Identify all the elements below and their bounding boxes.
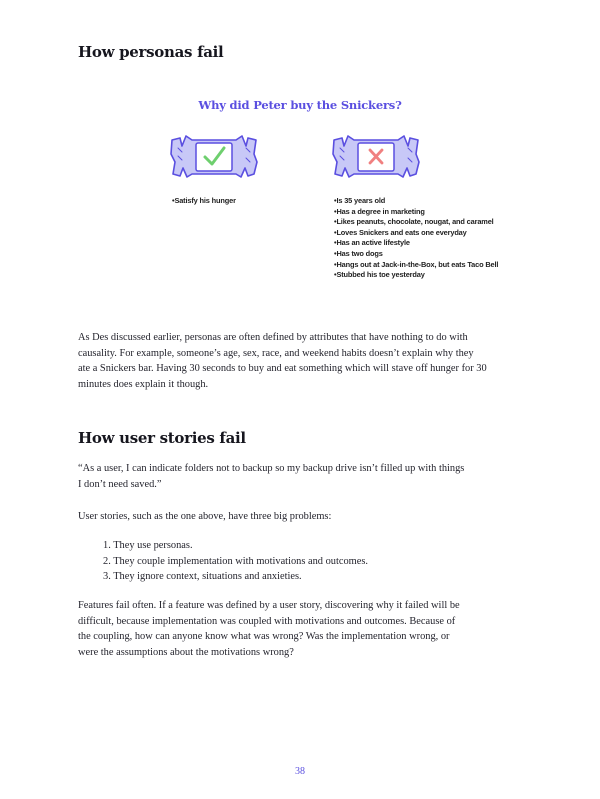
quote-line: I don’t need saved.” xyxy=(78,478,162,490)
list-item: • Loves Snickers and eats one everyday xyxy=(334,228,498,239)
candy-bar-check-illustration xyxy=(168,132,260,182)
paragraph-line: ate a Snickers bar. Having 30 seconds to buy and eat something which will stave off hunger for 30 xyxy=(78,363,487,374)
list-item: • Has an active lifestyle xyxy=(334,238,498,249)
user-story-quote xyxy=(78,461,464,492)
page-number: 38 xyxy=(295,766,305,777)
problems-list xyxy=(103,538,368,585)
list-item: • Has a degree in marketing xyxy=(334,207,498,218)
list-item: • Hangs out at Jack-in-the-Box, but eats Taco Bell xyxy=(334,260,498,271)
list-item: • Likes peanuts, chocolate, nougat, and caramel xyxy=(334,217,498,228)
section-heading-personas: How personas fail xyxy=(78,43,224,61)
quote-line: “As a user, I can indicate folders not to backup so my backup drive isn’t filled up with things xyxy=(78,463,465,474)
paragraph-line: the coupling, how can anyone know what was wrong? Was the implementation wrong, or xyxy=(78,631,450,642)
paragraph-line: As Des discussed earlier, personas are often defined by attributes that have nothing to do with xyxy=(78,332,468,343)
section-heading-user-stories: How user stories fail xyxy=(78,429,246,447)
paragraph-line: difficult, because implementation was coupled with motivations and outcomes. Because of xyxy=(78,615,456,627)
left-attribute-list xyxy=(172,196,236,207)
personas-paragraph xyxy=(78,330,487,392)
list-item: • Stubbed his toe yesterday xyxy=(334,270,498,281)
paragraph-line: causality. For example, someone’s age, sex, race, and weekend habits doesn’t explain why they xyxy=(78,347,474,359)
problems-intro: User stories, such as the one above, have three big problems: xyxy=(78,511,332,522)
list-item: 3. They ignore context, situations and anxieties. xyxy=(103,571,302,582)
right-attribute-list xyxy=(334,196,498,281)
paragraph-line: minutes does explain it though. xyxy=(78,378,209,390)
list-item: 2. They couple implementation with motivations and outcomes. xyxy=(103,555,369,567)
list-item: • Has two dogs xyxy=(334,249,498,260)
list-item: 1. They use personas. xyxy=(103,540,193,551)
candy-bar-x-illustration xyxy=(330,132,422,182)
list-item: • Satisfy his hunger xyxy=(172,196,236,207)
paragraph-line: Features fail often. If a feature was defined by a user story, discovering why it failed will be xyxy=(78,600,460,611)
paragraph-line: were the assumptions about the motivations wrong? xyxy=(78,646,294,658)
list-item: • Is 35 years old xyxy=(334,196,498,207)
figure-title: Why did Peter buy the Snickers? xyxy=(198,98,402,112)
features-paragraph xyxy=(78,598,460,660)
